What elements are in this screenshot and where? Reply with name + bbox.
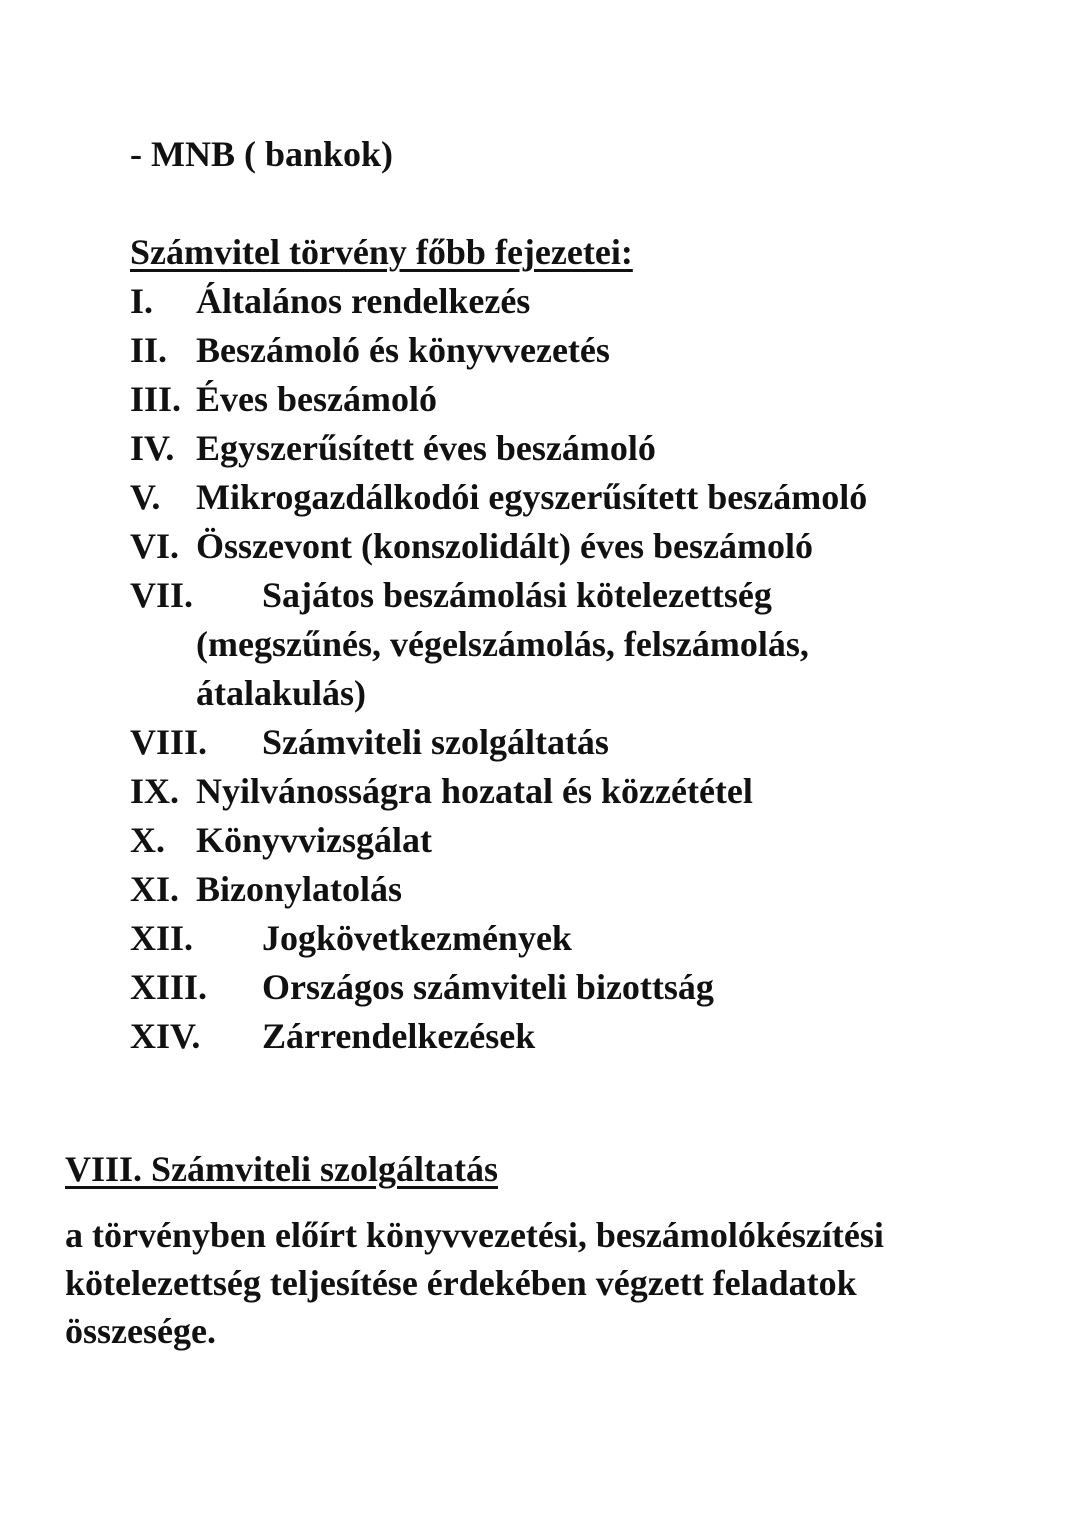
chapter-title: Jogkövetkezmények xyxy=(262,918,572,958)
chapter-title: Mikrogazdálkodói egyszerűsített beszámoló xyxy=(196,477,868,517)
chapter-numeral: XIV. xyxy=(130,1016,201,1056)
intro-line: - MNB ( bankok) xyxy=(130,134,394,174)
chapter-title: Összevont (konszolidált) éves beszámoló xyxy=(196,526,813,566)
section-body-line: kötelezettség teljesítése érdekében végzett feladatok xyxy=(65,1263,857,1303)
chapter-numeral: VI. xyxy=(130,526,180,566)
chapter-numeral: VII. xyxy=(130,575,194,615)
section-body-line: a törvényben előírt könyvvezetési, beszámolókészítési xyxy=(65,1215,884,1255)
chapter-numeral: VIII. xyxy=(130,722,208,762)
chapter-title: Általános rendelkezés xyxy=(196,281,531,321)
chapter-numeral: IX. xyxy=(130,771,180,811)
chapter-numeral: X. xyxy=(130,820,165,860)
chapter-title: Számviteli szolgáltatás xyxy=(262,722,609,762)
chapter-title: Zárrendelkezések xyxy=(262,1016,536,1056)
chapter-title: Beszámoló és könyvvezetés xyxy=(196,330,610,370)
chapter-title: Országos számviteli bizottság xyxy=(262,967,714,1007)
chapter-numeral: I. xyxy=(130,281,154,321)
chapter-numeral: IV. xyxy=(130,428,175,468)
chapters-heading: Számvitel törvény főbb fejezetei: xyxy=(130,232,633,272)
chapter-numeral: V. xyxy=(130,477,161,517)
chapter-title: Sajátos beszámolási kötelezettség xyxy=(262,575,772,615)
chapter-title: Könyvvizsgálat xyxy=(196,820,433,860)
chapter-title: Bizonylatolás xyxy=(196,869,403,909)
chapter-numeral: III. xyxy=(130,379,182,419)
chapter-title: Nyilvánosságra hozatal és közzététel xyxy=(196,771,753,811)
chapter-numeral: XIII. xyxy=(130,967,208,1007)
chapter-numeral: XI. xyxy=(130,869,180,909)
chapter-title-continuation: átalakulás) xyxy=(196,673,367,713)
chapter-title-continuation: (megszűnés, végelszámolás, felszámolás, xyxy=(196,624,809,664)
chapter-numeral: II. xyxy=(130,330,168,370)
section-body-line: összesége. xyxy=(65,1311,216,1351)
section-heading: VIII. Számviteli szolgáltatás xyxy=(65,1149,498,1189)
chapter-title: Egyszerűsített éves beszámoló xyxy=(196,428,656,468)
chapter-numeral: XII. xyxy=(130,918,194,958)
chapter-title: Éves beszámoló xyxy=(196,379,437,419)
